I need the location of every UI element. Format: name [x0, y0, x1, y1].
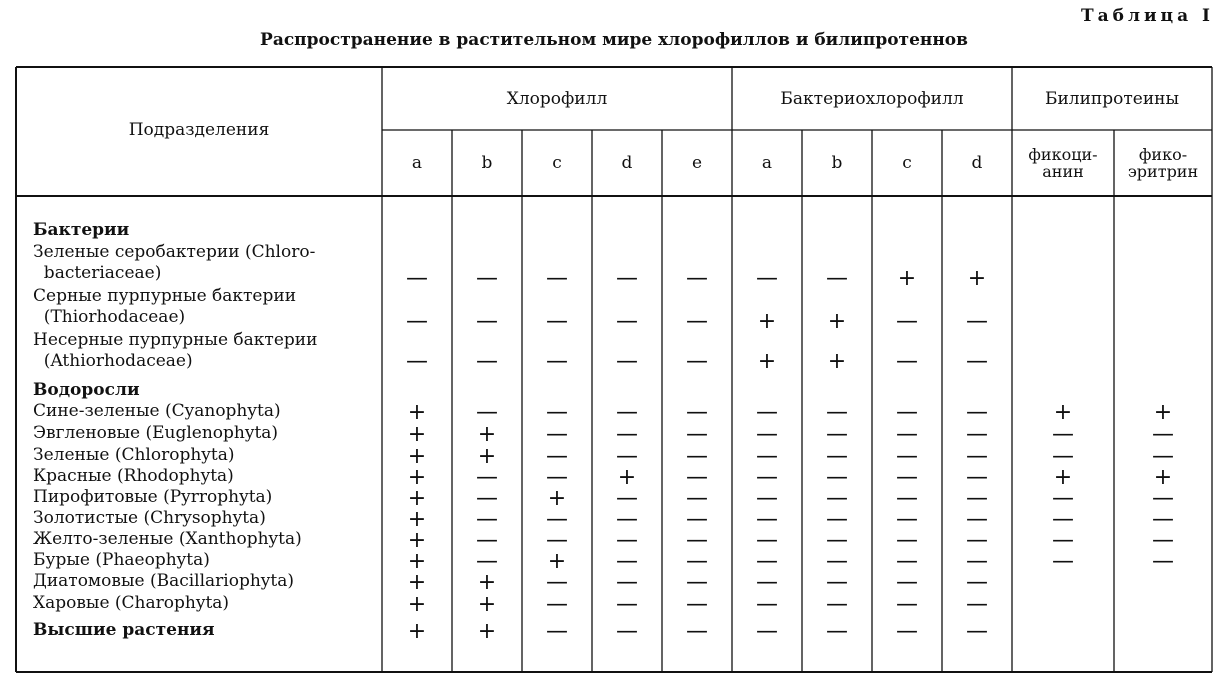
category-bacteria: Бактерии	[33, 220, 130, 240]
cell-absent: —	[826, 465, 848, 490]
cell-absent: —	[1152, 422, 1174, 447]
cell-absent: —	[406, 309, 428, 334]
cell-absent: —	[966, 349, 988, 374]
cell-present: +	[1153, 400, 1173, 425]
cell-present: +	[967, 266, 987, 291]
cell-present: +	[477, 444, 497, 469]
cell-absent: —	[1152, 528, 1174, 553]
cell-absent: —	[616, 400, 638, 425]
cell-absent: —	[686, 349, 708, 374]
cell-absent: —	[686, 619, 708, 644]
cell-present: +	[407, 592, 427, 617]
cell-absent: —	[826, 528, 848, 553]
cell-present: +	[477, 570, 497, 595]
cell-absent: —	[686, 309, 708, 334]
cell-present: +	[897, 266, 917, 291]
cell-absent: —	[756, 507, 778, 532]
cell-absent: —	[756, 266, 778, 291]
cell-present: +	[757, 349, 777, 374]
cell-absent: —	[1152, 444, 1174, 469]
cell-absent: —	[896, 400, 918, 425]
cell-absent: —	[896, 619, 918, 644]
cell-present: +	[1053, 400, 1073, 425]
cell-absent: —	[826, 266, 848, 291]
row-label: Несерные пурпурные бактерии (Athiorhodaceae)	[33, 330, 318, 371]
cell-absent: —	[896, 309, 918, 334]
cell-absent: —	[546, 619, 568, 644]
header-biliproteins: Билипротеины	[1044, 89, 1180, 109]
cell-absent: —	[686, 266, 708, 291]
cell-present: +	[477, 619, 497, 644]
cell-absent: —	[546, 570, 568, 595]
cell-absent: —	[826, 570, 848, 595]
cell-absent: —	[1152, 507, 1174, 532]
cell-present: +	[407, 549, 427, 574]
cell-absent: —	[686, 549, 708, 574]
cell-absent: —	[826, 486, 848, 511]
cell-absent: —	[966, 444, 988, 469]
cell-present: +	[1153, 465, 1173, 490]
cell-absent: —	[686, 528, 708, 553]
cell-present: +	[547, 486, 567, 511]
row-label: Красные (Rhodophyta)	[33, 466, 234, 486]
cell-absent: —	[966, 619, 988, 644]
cell-absent: —	[896, 549, 918, 574]
cell-absent: —	[616, 486, 638, 511]
cell-present: +	[407, 422, 427, 447]
cell-absent: —	[1052, 422, 1074, 447]
cell-absent: —	[616, 549, 638, 574]
cell-present: +	[477, 422, 497, 447]
cell-absent: —	[686, 422, 708, 447]
subheader-chlorophyll-e: e	[691, 153, 703, 173]
cell-absent: —	[616, 528, 638, 553]
cell-absent: —	[966, 507, 988, 532]
cell-absent: —	[546, 400, 568, 425]
cell-absent: —	[476, 486, 498, 511]
cell-absent: —	[826, 619, 848, 644]
cell-absent: —	[686, 507, 708, 532]
cell-absent: —	[896, 422, 918, 447]
cell-absent: —	[966, 309, 988, 334]
row-label: Золотистые (Chrysophyta)	[33, 508, 266, 528]
cell-absent: —	[966, 465, 988, 490]
cell-absent: —	[616, 619, 638, 644]
cell-absent: —	[616, 266, 638, 291]
subheader-chlorophyll-c: c	[552, 153, 562, 173]
cell-absent: —	[896, 486, 918, 511]
cell-absent: —	[546, 465, 568, 490]
subheader-phycoerythrin: фико- эритрин	[1127, 145, 1199, 181]
cell-present: +	[617, 465, 637, 490]
cell-absent: —	[966, 486, 988, 511]
cell-absent: —	[686, 400, 708, 425]
cell-absent: —	[546, 528, 568, 553]
cell-absent: —	[616, 592, 638, 617]
cell-absent: —	[476, 266, 498, 291]
cell-absent: —	[896, 570, 918, 595]
cell-absent: —	[546, 266, 568, 291]
cell-absent: —	[1052, 549, 1074, 574]
cell-absent: —	[826, 592, 848, 617]
row-label: Зеленые (Chlorophyta)	[33, 445, 235, 465]
table-number-label: Таблица I	[1080, 6, 1214, 26]
cell-absent: —	[546, 349, 568, 374]
cell-absent: —	[1052, 486, 1074, 511]
row-label: Харовые (Charophyta)	[33, 593, 230, 613]
subheader-bacteriochlorophyll-b: b	[831, 153, 843, 173]
cell-absent: —	[406, 266, 428, 291]
cell-present: +	[547, 549, 567, 574]
cell-absent: —	[756, 570, 778, 595]
cell-present: +	[407, 528, 427, 553]
cell-absent: —	[756, 549, 778, 574]
cell-present: +	[407, 465, 427, 490]
cell-absent: —	[616, 570, 638, 595]
cell-absent: —	[476, 309, 498, 334]
category-algae: Водоросли	[33, 380, 140, 400]
cell-absent: —	[896, 444, 918, 469]
cell-absent: —	[546, 422, 568, 447]
cell-absent: —	[686, 486, 708, 511]
cell-absent: —	[826, 549, 848, 574]
cell-absent: —	[616, 422, 638, 447]
cell-present: +	[407, 486, 427, 511]
cell-present: +	[827, 309, 847, 334]
header-bacteriochlorophyll: Бактериохлорофилл	[780, 89, 964, 109]
row-label: Сине-зеленые (Cyanophyta)	[33, 401, 281, 421]
cell-absent: —	[546, 309, 568, 334]
row-label: Диатомовые (Bacillariophyta)	[33, 571, 295, 591]
cell-absent: —	[896, 349, 918, 374]
cell-present: +	[757, 309, 777, 334]
subheader-bacteriochlorophyll-c: c	[902, 153, 912, 173]
cell-absent: —	[686, 465, 708, 490]
row-label: Зеленые серобактерии (Chloro- bacteriaceae)	[33, 242, 316, 283]
cell-absent: —	[896, 465, 918, 490]
cell-absent: —	[1052, 444, 1074, 469]
cell-absent: —	[756, 400, 778, 425]
cell-absent: —	[896, 528, 918, 553]
cell-absent: —	[1052, 507, 1074, 532]
row-label: Эвгленовые (Euglenophyta)	[33, 423, 279, 443]
cell-absent: —	[616, 309, 638, 334]
cell-absent: —	[476, 507, 498, 532]
subheader-bacteriochlorophyll-d: d	[971, 153, 983, 173]
cell-absent: —	[686, 444, 708, 469]
cell-absent: —	[686, 570, 708, 595]
cell-absent: —	[616, 507, 638, 532]
cell-absent: —	[756, 528, 778, 553]
cell-absent: —	[756, 444, 778, 469]
cell-present: +	[407, 507, 427, 532]
cell-absent: —	[546, 507, 568, 532]
cell-absent: —	[406, 349, 428, 374]
subheader-chlorophyll-b: b	[481, 153, 493, 173]
subheader-chlorophyll-a: a	[411, 153, 423, 173]
cell-absent: —	[1152, 486, 1174, 511]
subheader-bacteriochlorophyll-a: a	[761, 153, 773, 173]
header-subdivisions: Подразделения	[128, 120, 270, 140]
subheader-phycocyanin: фикоци- анин	[1028, 145, 1098, 181]
cell-absent: —	[476, 400, 498, 425]
cell-absent: —	[476, 549, 498, 574]
cell-absent: —	[966, 570, 988, 595]
cell-present: +	[1053, 465, 1073, 490]
cell-absent: —	[546, 592, 568, 617]
cell-absent: —	[966, 400, 988, 425]
cell-absent: —	[966, 549, 988, 574]
cell-absent: —	[756, 619, 778, 644]
cell-absent: —	[756, 465, 778, 490]
cell-absent: —	[616, 444, 638, 469]
cell-present: +	[407, 400, 427, 425]
row-label: Пирофитовые (Pyrrophyta)	[33, 487, 273, 507]
cell-absent: —	[756, 422, 778, 447]
cell-absent: —	[966, 528, 988, 553]
cell-absent: —	[826, 422, 848, 447]
cell-absent: —	[476, 528, 498, 553]
cell-absent: —	[896, 507, 918, 532]
cell-absent: —	[1052, 528, 1074, 553]
cell-absent: —	[616, 349, 638, 374]
cell-absent: —	[546, 444, 568, 469]
cell-absent: —	[756, 486, 778, 511]
cell-absent: —	[686, 592, 708, 617]
header-chlorophyll: Хлорофилл	[506, 89, 608, 109]
cell-absent: —	[896, 592, 918, 617]
subheader-chlorophyll-d: d	[621, 153, 633, 173]
table-title: Распространение в растительном мире хлорофиллов и билипротеннов	[260, 30, 968, 50]
row-label: Бурые (Phaeophyta)	[33, 550, 210, 570]
cell-absent: —	[756, 592, 778, 617]
cell-absent: —	[826, 444, 848, 469]
cell-present: +	[407, 619, 427, 644]
cell-absent: —	[1152, 549, 1174, 574]
cell-absent: —	[826, 400, 848, 425]
cell-present: +	[827, 349, 847, 374]
cell-absent: —	[966, 422, 988, 447]
cell-present: +	[477, 592, 497, 617]
cell-absent: —	[826, 507, 848, 532]
cell-absent: —	[966, 592, 988, 617]
cell-present: +	[407, 444, 427, 469]
row-label: Серные пурпурные бактерии (Thiorhodaceae)	[33, 286, 297, 327]
cell-present: +	[407, 570, 427, 595]
row-label: Желто-зеленые (Xanthophyta)	[33, 529, 302, 549]
cell-absent: —	[476, 349, 498, 374]
cell-absent: —	[476, 465, 498, 490]
row-label: Высшие растения	[33, 620, 215, 640]
